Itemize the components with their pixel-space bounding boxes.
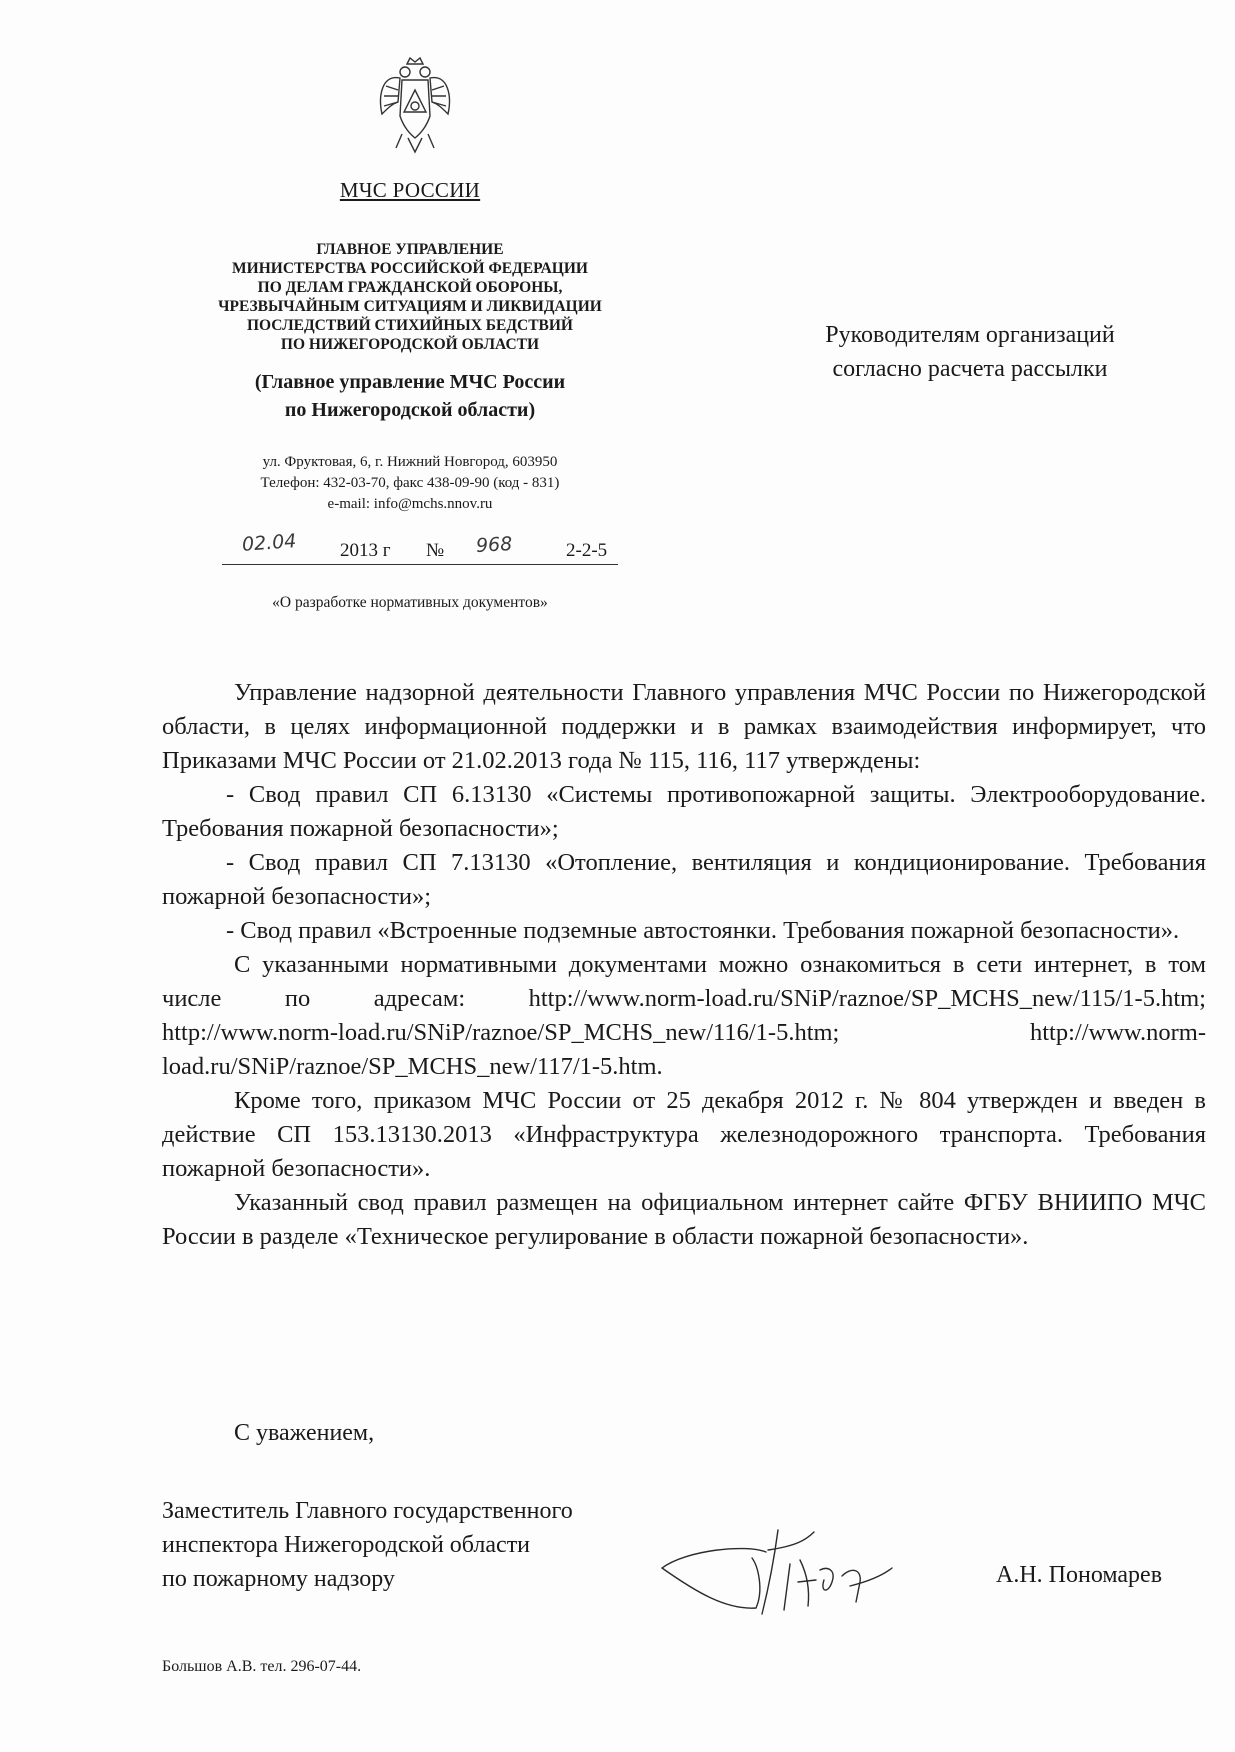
department-line: ГЛАВНОЕ УПРАВЛЕНИЕ <box>316 241 504 258</box>
department-line: ПО НИЖЕГОРОДСКОЙ ОБЛАСТИ <box>280 336 540 353</box>
body-paragraph: Управление надзорной деятельности Главного управления МЧС России по Нижегородской области, в целях информационной поддержки и в рамках взаимодействия информирует, что Приказами МЧС России от 21.02.2013 года № 115, 116, 117 утверждены: <box>162 679 1206 774</box>
department-line: МИНИСТЕРСТВА РОССИЙСКОЙ ФЕДЕРАЦИИ <box>232 260 588 277</box>
department-line: ПОСЛЕДСТВИЙ СТИХИЙНЫХ БЕДСТВИЙ <box>247 317 573 334</box>
registration-number-label: № <box>426 540 445 561</box>
body-paragraph: Указанный свод правил размещен на официальном интернет сайте ФГБУ ВНИИПО МЧС России в разделе «Техническое регулирование в области пожарной безопасности». <box>162 1189 1206 1250</box>
handwritten-signature <box>656 1510 926 1630</box>
address: ул. Фруктовая, 6, г. Нижний Новгород, 603950 <box>262 454 558 470</box>
body-paragraph: С указанными нормативными документами можно ознакомиться в сети интернет, в том числе по адресам: http://www.norm-load.ru/SNiP/raznoe/SP_MCHS_new/115/1-5.htm; http://www.norm-load.ru/SNiP/raznoe/SP_MCHS_new/116/1-5.htm; http://www.norm-load.ru/SNiP/raznoe/SP_MCHS_new/117/1-5.htm. <box>162 951 1206 1080</box>
phone: Телефон: 432-03-70, факс 438-09-90 (код - 831) <box>260 475 560 491</box>
signer-name: А.Н. Пономарев <box>996 1562 1163 1588</box>
registration-line <box>222 532 618 566</box>
body-list-item: - Свод правил СП 7.13130 «Отопление, вентиляция и кондиционирование. Требования пожарной безопасности»; <box>162 849 1206 910</box>
signer-title <box>162 1494 682 1596</box>
registration-number: 968 <box>475 533 513 557</box>
registration-date: 02.04 <box>241 530 298 556</box>
registration-year: 2013 г <box>340 540 391 561</box>
body-list-item: - Свод правил СП 6.13130 «Системы противопожарной защиты. Электрооборудование. Требования пожарной безопасности»; <box>162 781 1206 842</box>
addressee-line: Руководителям организаций <box>825 322 1115 348</box>
department-line: ПО ДЕЛАМ ГРАЖДАНСКОЙ ОБОРОНЫ, <box>257 279 563 296</box>
contact-block <box>150 452 670 515</box>
registration-index: 2-2-5 <box>566 540 608 561</box>
email: e-mail: info@mchs.nnov.ru <box>327 496 493 512</box>
closing-phrase: С уважением, <box>234 1420 375 1446</box>
registration-underline <box>222 564 618 565</box>
department-short-name <box>150 368 670 424</box>
department-short-line: (Главное управление МЧС России <box>254 371 566 393</box>
addressee <box>760 318 1180 386</box>
department-full-name <box>150 240 670 354</box>
signer-title-line: инспектора Нижегородской области <box>162 1532 531 1558</box>
letter-body <box>162 676 1206 1254</box>
letter-subject: «О разработке нормативных документов» <box>272 594 548 611</box>
signer-title-line: Заместитель Главного государственного <box>162 1498 573 1524</box>
mchs-emblem-icon <box>372 56 458 156</box>
signer-title-line: по пожарному надзору <box>162 1566 395 1592</box>
department-short-line: по Нижегородской области) <box>284 399 536 421</box>
department-line: ЧРЕЗВЫЧАЙНЫМ СИТУАЦИЯМ И ЛИКВИДАЦИИ <box>218 298 602 315</box>
ministry-name: МЧС РОССИИ <box>339 178 481 202</box>
body-paragraph: Кроме того, приказом МЧС России от 25 декабря 2012 г. № 804 утвержден и введен в действие СП 153.13130.2013 «Инфраструктура железнодорожного транспорта. Требования пожарной безопасности». <box>162 1087 1206 1182</box>
body-list-item: - Свод правил «Встроенные подземные автостоянки. Требования пожарной безопасности». <box>226 917 1180 944</box>
addressee-line: согласно расчета рассылки <box>832 356 1108 382</box>
executor-info: Большов А.В. тел. 296-07-44. <box>162 1658 362 1675</box>
